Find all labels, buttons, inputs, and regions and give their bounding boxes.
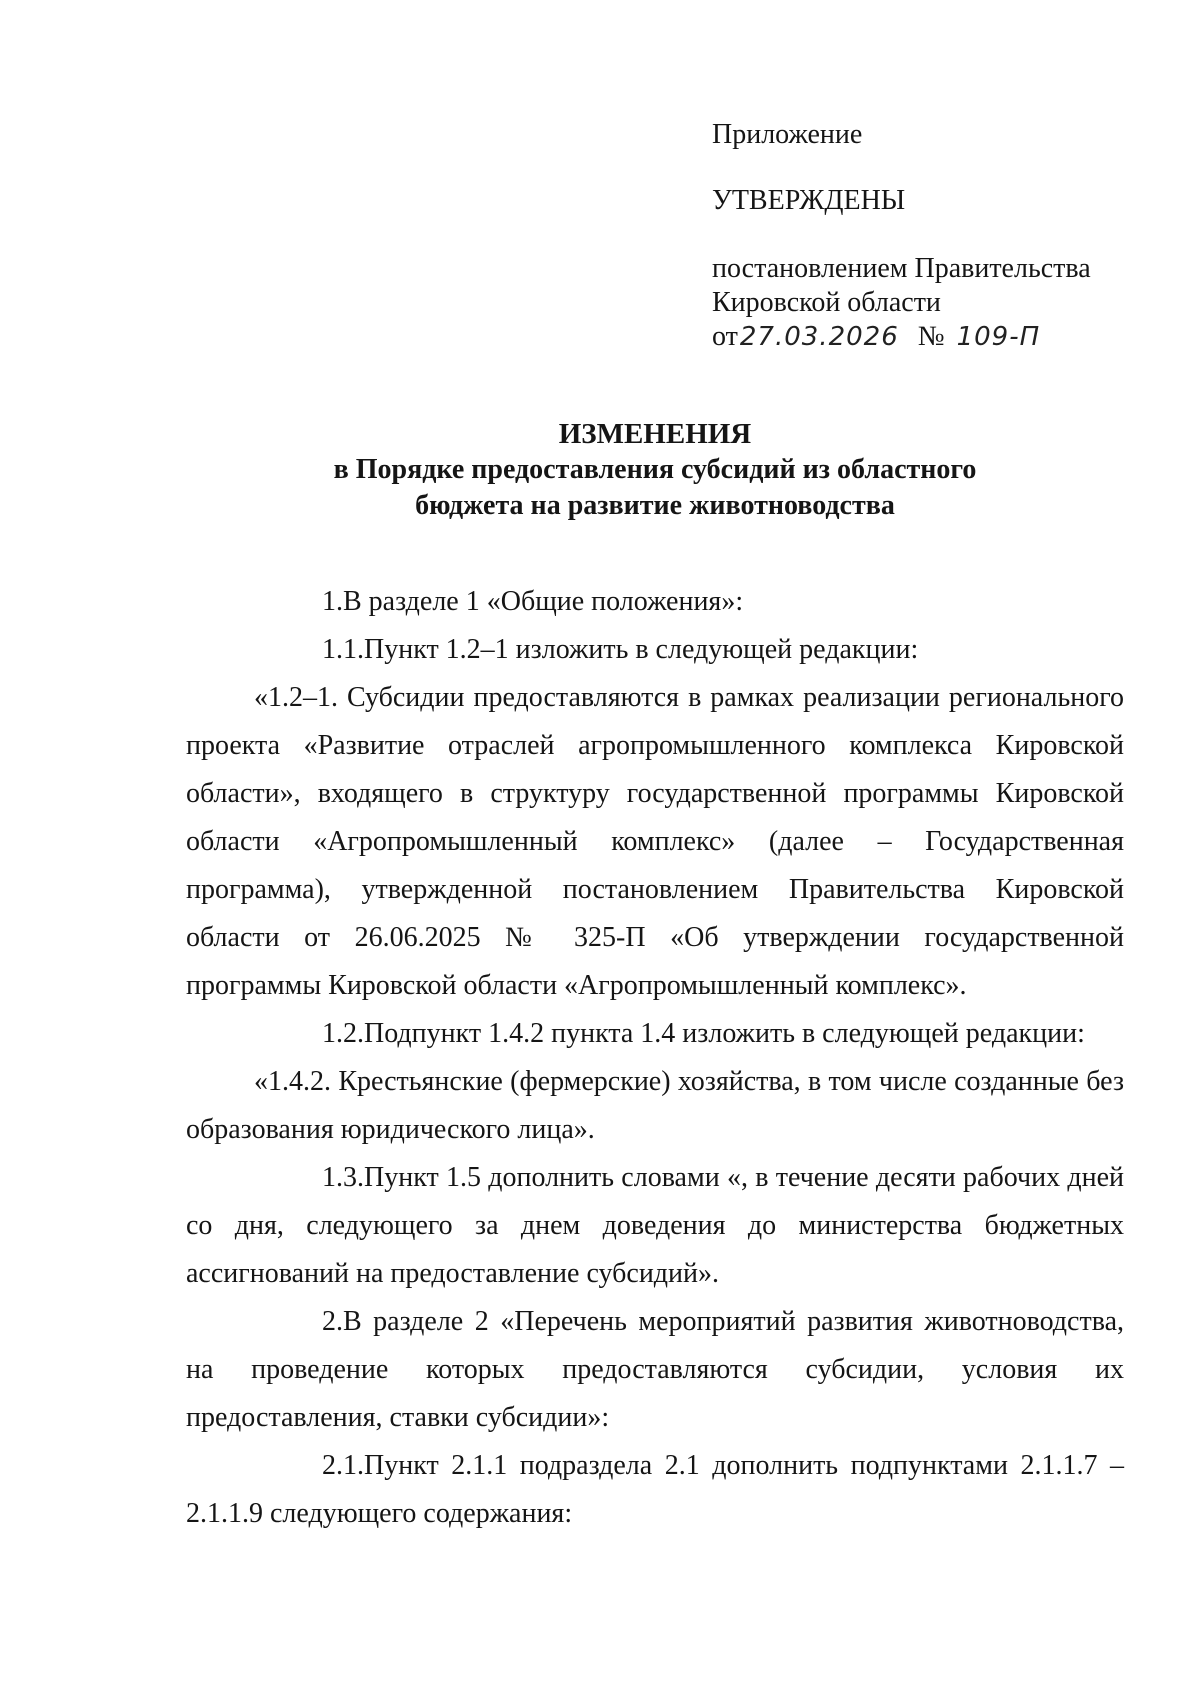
decree-line-2: Кировской области [712, 287, 941, 318]
paragraph-1-2-number: 1.2. [322, 1018, 364, 1049]
appendix-label: Приложение [712, 119, 863, 150]
paragraph-1-number: 1. [322, 586, 343, 617]
document-heading [180, 416, 1130, 524]
paragraph-1-3 [186, 1154, 1124, 1298]
paragraph-2-1-number: 2.1. [322, 1450, 364, 1481]
document-body [186, 578, 1124, 1538]
paragraph-quote-1-4-2: «1.4.2. Крестьянские (фермерские) хозяйства, в том числе созданные без образования юридического лица». [186, 1066, 1124, 1145]
paragraph-quote-1-2-1: «1.2–1. Субсидии предоставляются в рамках реализации регионального проекта «Развитие отраслей агропромышленного комплекса Кировской области», входящего в структуру государственной программы Кировской области «Агропромышленный комплекс» (далее – Государственная программа), утвержденной постановлением Правительства Кировской области от 26.06.2025 № 325-П «Об утверждении государственной программы Кировской области «Агропромышленный комплекс». [186, 682, 1124, 1001]
paragraph-1-3-text: Пункт 1.5 дополнить словами «, в течение десяти рабочих дней со дня, следующего за днем доведения до министерства бюджетных ассигнований на предоставление субсидий». [186, 1162, 1124, 1289]
paragraph-1 [186, 578, 1124, 626]
paragraph-1-2-text: Подпункт 1.4.2 пункта 1.4 изложить в следующей редакции: [364, 1018, 1085, 1049]
paragraph-1-3-number: 1.3. [322, 1162, 364, 1193]
heading-subtitle-line-2: бюджета на развитие животноводства [415, 490, 895, 521]
paragraph-2 [186, 1298, 1124, 1442]
paragraph-2-number: 2. [322, 1306, 343, 1337]
paragraph-1-1-number: 1.1. [322, 634, 364, 665]
handwritten-number: 109-П [956, 322, 1041, 352]
paragraph-1-text: В разделе 1 «Общие положения»: [343, 586, 744, 617]
number-label: № [917, 321, 945, 352]
paragraph-2-1 [186, 1442, 1124, 1538]
decree-date-number [712, 320, 1040, 354]
paragraph-1-1-text: Пункт 1.2–1 изложить в следующей редакции: [364, 634, 919, 665]
decree-line-1: постановлением Правительства [712, 253, 1091, 284]
date-prefix: от [712, 321, 738, 352]
handwritten-date: 27.03.2026 [739, 322, 899, 352]
paragraph-1-2 [186, 1010, 1124, 1058]
heading-subtitle-line-1: в Порядке предоставления субсидий из областного [333, 454, 977, 485]
paragraph-2-1-text: Пункт 2.1.1 подраздела 2.1 дополнить подпунктами 2.1.1.7 – 2.1.1.9 следующего содержания: [186, 1450, 1124, 1529]
paragraph-2-text: В разделе 2 «Перечень мероприятий развития животноводства, на проведение которых предоставляются субсидии, условия их предоставления, ставки субсидии»: [186, 1306, 1124, 1433]
paragraph-1-1 [186, 626, 1124, 674]
heading-title: ИЗМЕНЕНИЯ [558, 418, 752, 450]
approved-label: УТВЕРЖДЕНЫ [712, 185, 906, 216]
